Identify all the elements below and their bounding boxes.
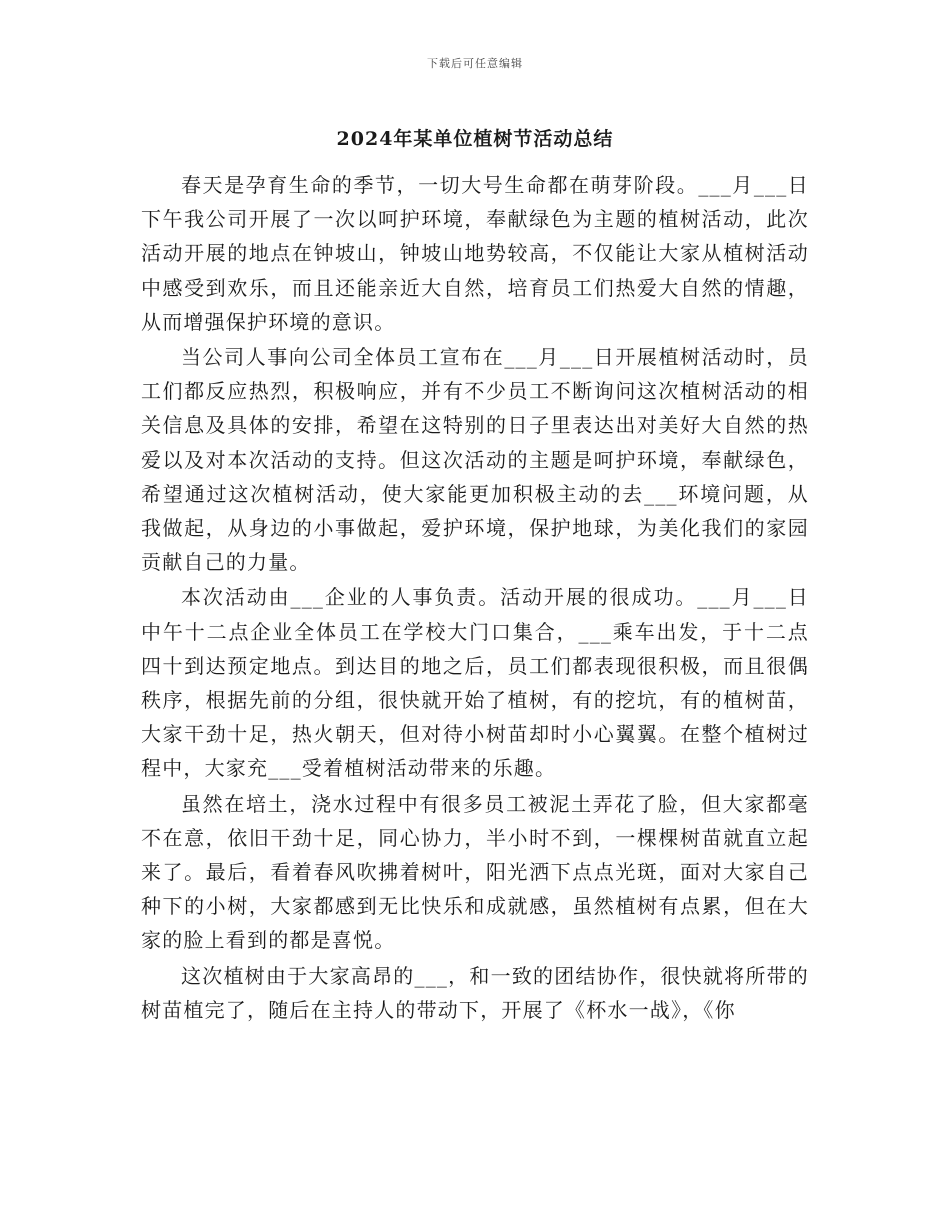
paragraph-5: 这次植树由于大家高昂的___，和一致的团结协作，很快就将所带的树苗植完了，随后在主持人的带动下，开展了《杯水一战》，《你 [141, 963, 809, 1022]
paragraph-3: 本次活动由___企业的人事负责。活动开展的很成功。___月___日中午十二点企业全体员工在学校大门口集合，___乘车出发，于十二点四十到达预定地点。到达目的地之后，员工们都表现很积极，而且很偶秩序，根据先前的分组，很快就开始了植树，有的挖坑，有的植树苗，大家干劲十足，热火朝天，但对待小树苗却时小心翼翼。在整个植树过程中，大家充___受着植树活动带来的乐趣。 [141, 585, 809, 781]
paragraph-4: 虽然在培土，浇水过程中有很多员工被泥土弄花了脸，但大家都毫不在意，依旧干劲十足，同心协力，半小时不到，一棵棵树苗就直立起来了。最后，看着春风吹拂着树叶，阳光洒下点点光斑，面对大家自己种下的小树，大家都感到无比快乐和成就感，虽然植树有点累，但在大家的脸上看到的都是喜悦。 [141, 791, 809, 953]
paragraph-1: 春天是孕育生命的季节，一切大号生命都在萌芽阶段。___月___日下午我公司开展了一次以呵护环境，奉献绿色为主题的植树活动，此次活动开展的地点在钟坡山，钟坡山地势较高，不仅能让大家从植树活动中感受到欢乐，而且还能亲近大自然，培育员工们热爱大自然的情趣，从而增强保护环境的意识。 [141, 173, 809, 334]
page-header-note: 下载后可任意编辑 [427, 57, 523, 70]
document-title: 2024年某单位植树节活动总结 [336, 128, 614, 150]
paragraph-2: 当公司人事向公司全体员工宣布在___月___日开展植树活动时，员工们都反应热烈，积极响应，并有不少员工不断询问这次植树活动的相关信息及具体的安排，希望在这特别的日子里表达出对美好大自然的热爱以及对本次活动的支持。但这次活动的主题是呵护环境，奉献绿色，希望通过这次植树活动，使大家能更加积极主动的去___环境问题，从我做起，从身边的小事做起，爱护环境，保护地球，为美化我们的家园贡献自己的力量。 [141, 345, 809, 575]
document-body [141, 168, 809, 1028]
